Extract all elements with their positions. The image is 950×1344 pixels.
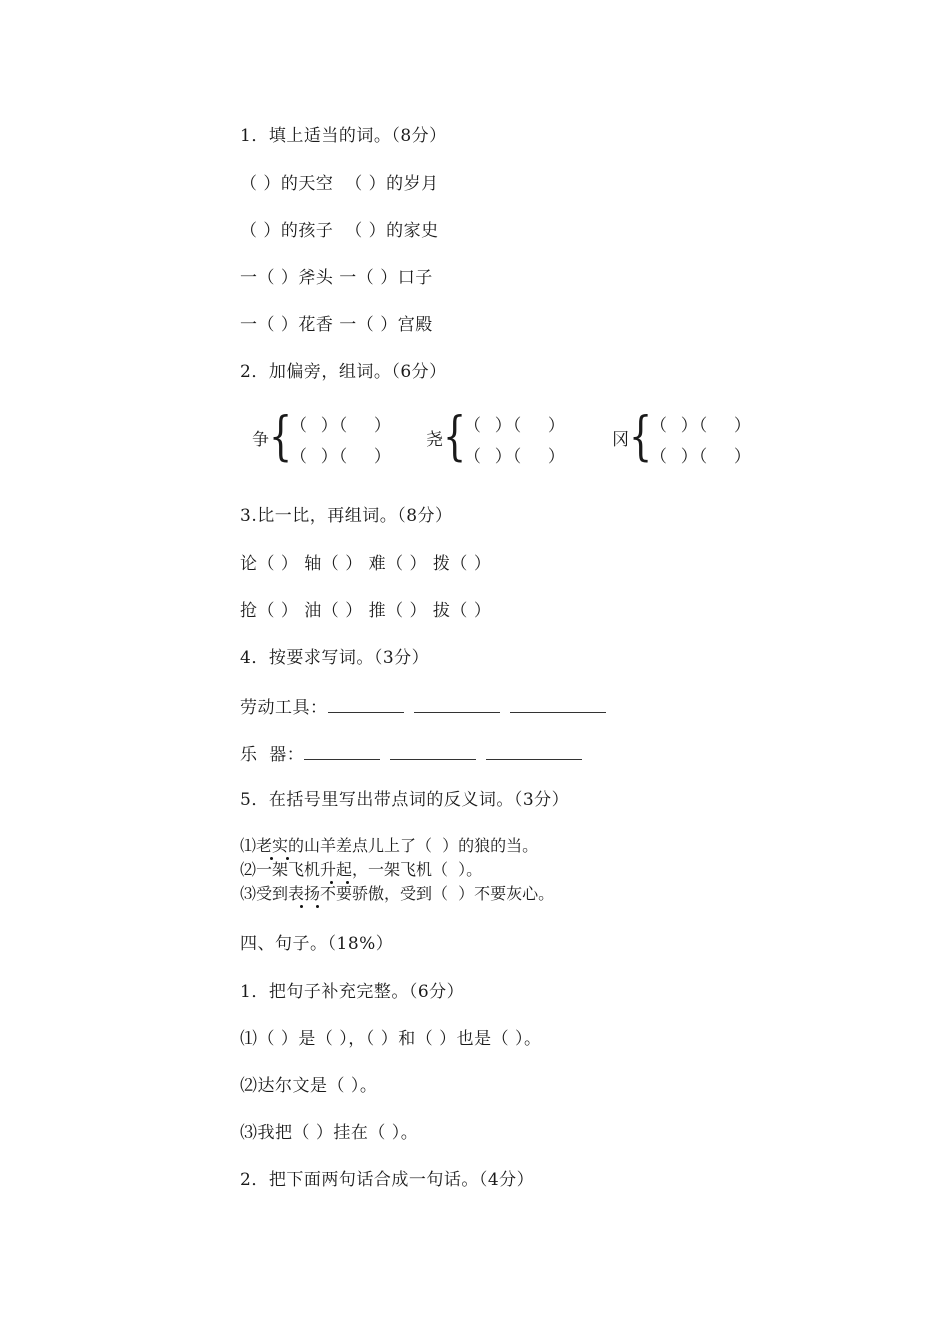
s4-q1-line: ⑴（ ）是（ ），（ ）和（ ）也是（ ）。 bbox=[240, 1029, 542, 1049]
answer-blank[interactable] bbox=[486, 741, 582, 760]
q1-line: （ ）的孩子 （ ）的家史 bbox=[240, 221, 439, 241]
q5-line: ⑶受到表扬不要骄傲，受到（ ）不要灰心。 bbox=[240, 884, 555, 903]
s4-q1-line: ⑶我把（ ）挂在（ ）。 bbox=[240, 1123, 419, 1143]
radical-char: 尧 bbox=[426, 430, 443, 450]
radical-row: （ ）（ ） bbox=[464, 416, 566, 436]
emphasis-dot bbox=[286, 857, 289, 860]
q5-title: 5．在括号里写出带点词的反义词。（3分） bbox=[240, 790, 570, 810]
emphasis-dot bbox=[300, 905, 303, 908]
radical-char: 争 bbox=[252, 430, 269, 450]
answer-blank[interactable] bbox=[414, 694, 500, 713]
radical-row: （ ）（ ） bbox=[650, 447, 752, 467]
section-heading: 四、句子。（18%） bbox=[240, 934, 394, 954]
q3-title: 3.比一比，再组词。（8分） bbox=[240, 506, 453, 526]
radical-row: （ ）（ ） bbox=[464, 447, 566, 467]
brace-icon: { bbox=[629, 407, 653, 467]
q5-line: ⑵一架飞机升起，一架飞机（ ）。 bbox=[240, 860, 483, 879]
answer-blank[interactable] bbox=[510, 694, 606, 713]
radical-row: （ ）（ ） bbox=[650, 416, 752, 436]
brace-icon: { bbox=[443, 407, 467, 467]
q4-label: 劳动工具： bbox=[240, 698, 328, 718]
q3-line: 论（ ） 轴（ ） 难（ ） 拨（ ） bbox=[240, 554, 492, 574]
radical-row: （ ）（ ） bbox=[290, 416, 392, 436]
s4-q2-title: 2．把下面两句话合成一句话。（4分） bbox=[240, 1170, 535, 1190]
q2-title: 2．加偏旁，组词。（6分） bbox=[240, 362, 447, 382]
emphasis-dot bbox=[270, 857, 273, 860]
radical-row: （ ）（ ） bbox=[290, 447, 392, 467]
q4-item-instruments bbox=[240, 741, 592, 767]
q4-title: 4．按要求写词。（3分） bbox=[240, 648, 430, 668]
emphasis-dot bbox=[316, 905, 319, 908]
q1-line: （ ）的天空 （ ）的岁月 bbox=[240, 174, 439, 194]
s4-q1-title: 1．把句子补充完整。（6分） bbox=[240, 982, 465, 1002]
emphasis-dot bbox=[346, 881, 349, 884]
answer-blank[interactable] bbox=[328, 694, 404, 713]
q1-line: 一（ ）花香 一（ ）宫殿 bbox=[240, 315, 433, 335]
q1-line: 一（ ）斧头 一（ ）口子 bbox=[240, 268, 433, 288]
answer-blank[interactable] bbox=[390, 741, 476, 760]
emphasis-dot bbox=[330, 881, 333, 884]
brace-icon: { bbox=[269, 407, 293, 467]
q3-line: 抢（ ） 油（ ） 推（ ） 拔（ ） bbox=[240, 601, 492, 621]
answer-blank[interactable] bbox=[304, 741, 380, 760]
radical-char: 冈 bbox=[612, 430, 629, 450]
q1-title: 1．填上适当的词。（8分） bbox=[240, 126, 447, 146]
s4-q1-line: ⑵达尔文是（ ）。 bbox=[240, 1076, 378, 1096]
q4-label: 乐 器： bbox=[240, 745, 305, 765]
q4-item-tools bbox=[240, 694, 616, 720]
q5-line: ⑴老实的山羊差点儿上了（ ）的狼的当。 bbox=[240, 836, 539, 855]
